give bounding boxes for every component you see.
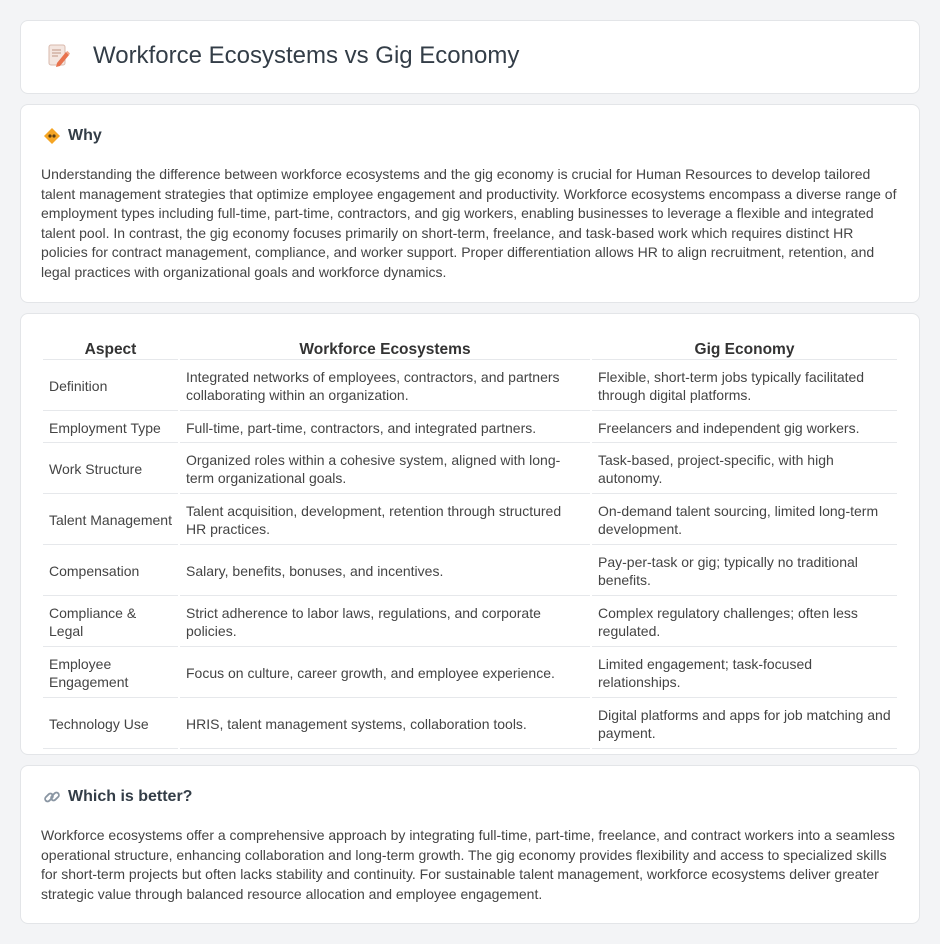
link-icon <box>43 788 61 806</box>
ecosystem-cell: Organized roles within a cohesive system, aligned with long-term organizational goals. <box>180 445 590 494</box>
gig-cell: Pay-per-task or gig; typically no traditional benefits. <box>592 547 897 596</box>
gig-cell: On-demand talent sourcing, limited long-term development. <box>592 496 897 545</box>
gig-cell: Digital platforms and apps for job matching and payment. <box>592 700 897 749</box>
better-text: Workforce ecosystems offer a comprehensive approach by integrating full-time, part-time, freelance, and contract workers into a seamless operational structure, enhancing collaboration and long-term growth. The gig economy provides flexibility and access to specialized skills for short-term projects but often lacks stability and continuity. For sustainable talent management, workforce ecosystems deliver greater strategic value through balanced resource allocation and employee engagement. <box>41 827 895 902</box>
table-row <box>43 413 897 443</box>
document-pencil-icon <box>47 43 71 69</box>
table-row <box>43 445 897 494</box>
aspect-cell: Work Structure <box>43 445 178 494</box>
gig-cell: Complex regulatory challenges; often less regulated. <box>592 598 897 647</box>
table-row <box>43 496 897 545</box>
table-row <box>43 362 897 411</box>
table-row <box>43 598 897 647</box>
table-row <box>43 547 897 596</box>
ecosystem-cell: Integrated networks of employees, contractors, and partners collaborating within an organization. <box>180 362 590 411</box>
gig-cell: Limited engagement; task-focused relationships. <box>592 649 897 698</box>
aspect-cell: Compensation <box>43 547 178 596</box>
ecosystem-cell: Salary, benefits, bonuses, and incentives. <box>180 547 590 596</box>
header-aspect: Aspect <box>43 336 178 360</box>
table-row <box>43 649 897 698</box>
aspect-cell: Employment Type <box>43 413 178 443</box>
table-row <box>43 700 897 749</box>
ecosystem-cell: Full-time, part-time, contractors, and integrated partners. <box>180 413 590 443</box>
why-title: Why <box>68 127 102 144</box>
aspect-cell: Definition <box>43 362 178 411</box>
ecosystem-cell: HRIS, talent management systems, collaboration tools. <box>180 700 590 749</box>
ecosystem-cell: Strict adherence to labor laws, regulations, and corporate policies. <box>180 598 590 647</box>
gig-cell: Flexible, short-term jobs typically facilitated through digital platforms. <box>592 362 897 411</box>
aspect-cell: Compliance & Legal <box>43 598 178 647</box>
header-gig-economy: Gig Economy <box>592 336 897 360</box>
gig-cell: Task-based, project-specific, with high autonomy. <box>592 445 897 494</box>
page-title: Workforce Ecosystems vs Gig Economy <box>93 42 520 69</box>
ecosystem-cell: Talent acquisition, development, retention through structured HR practices. <box>180 496 590 545</box>
table-header-row <box>43 336 897 360</box>
comparison-table <box>41 334 899 751</box>
title-row <box>47 42 519 70</box>
comparison-section <box>20 313 920 755</box>
aspect-cell: Technology Use <box>43 700 178 749</box>
aspect-cell: Employee Engagement <box>43 649 178 698</box>
gig-cell: Freelancers and independent gig workers. <box>592 413 897 443</box>
why-section <box>20 104 920 303</box>
why-heading <box>43 127 102 145</box>
why-text: Understanding the difference between workforce ecosystems and the gig economy is crucial for Human Resources to develop tailored talent management strategies that optimize employee engagement and productivity. Workforce ecosystems encompass a diverse range of employment types including full-time, part-time, contractors, and gig workers, enabling businesses to leverage a flexible and integrated talent pool. In contrast, the gig economy focuses primarily on short-term, freelance, and task-based work which requires distinct HR policies for contract management, compliance, and worker support. Proper differentiation allows HR to align recruitment, retention, and legal practices with organizational goals and workforce dynamics. <box>41 166 897 280</box>
title-card <box>20 20 920 94</box>
sparkle-badge-icon <box>43 127 61 145</box>
ecosystem-cell: Focus on culture, career growth, and employee experience. <box>180 649 590 698</box>
aspect-cell: Talent Management <box>43 496 178 545</box>
header-workforce-ecosystems: Workforce Ecosystems <box>180 336 590 360</box>
better-title: Which is better? <box>68 788 193 805</box>
better-heading <box>43 788 192 806</box>
which-is-better-section <box>20 765 920 924</box>
